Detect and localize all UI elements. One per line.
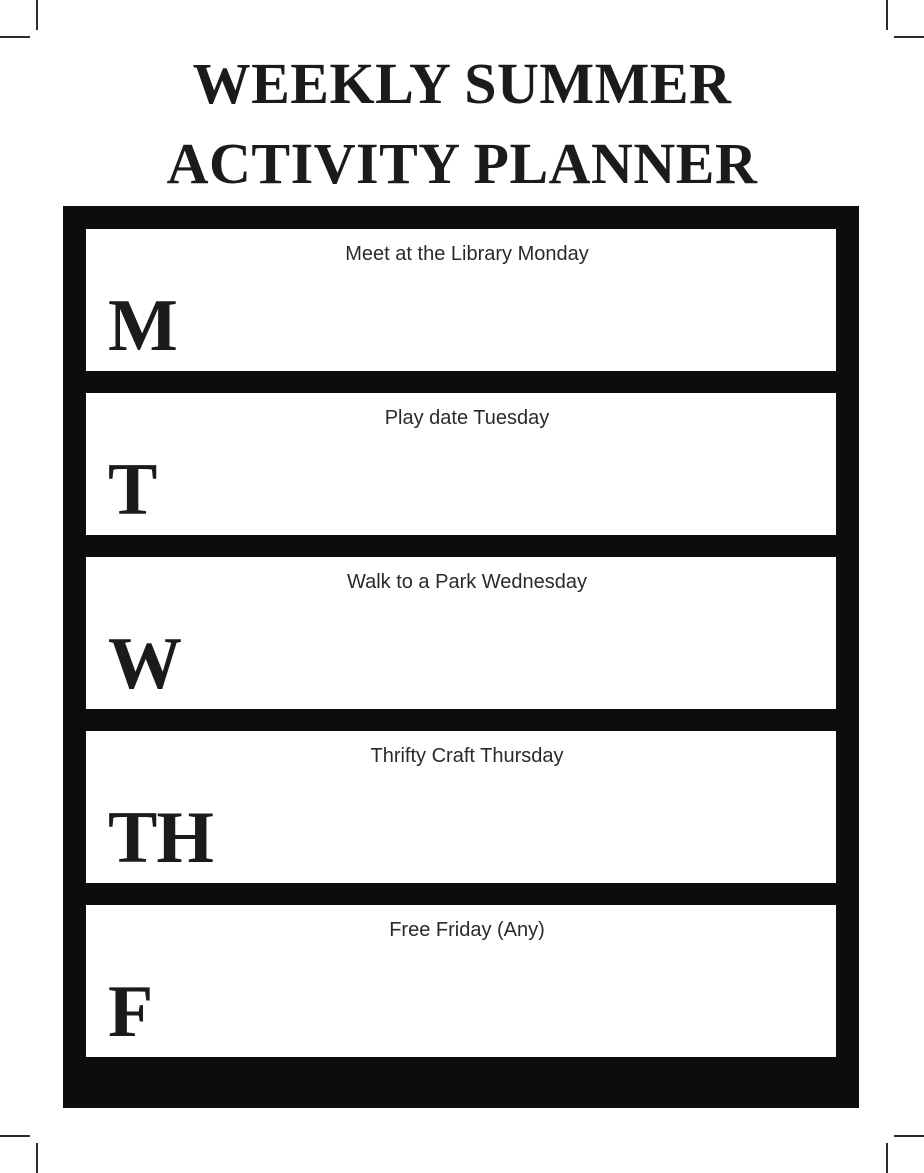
crop-mark-top-right-horizontal: [894, 36, 924, 38]
day-letter: TH: [108, 797, 213, 879]
crop-mark-top-right-vertical: [886, 0, 888, 30]
day-row: [86, 905, 836, 1057]
planner-frame: [63, 206, 859, 1108]
day-task: Free Friday (Any): [389, 919, 545, 941]
crop-mark-bottom-left-horizontal: [0, 1135, 30, 1137]
day-letter: M: [108, 285, 177, 367]
day-row: [86, 229, 836, 371]
day-row: [86, 393, 836, 535]
day-task: Thrifty Craft Thursday: [370, 745, 564, 767]
page-title: WEEKLY SUMMER ACTIVITY PLANNER: [166, 51, 758, 196]
day-task: Walk to a Park Wednesday: [346, 571, 588, 593]
crop-mark-top-left-vertical: [36, 0, 38, 30]
day-letter: F: [108, 971, 153, 1053]
crop-mark-bottom-left-vertical: [36, 1143, 38, 1173]
crop-mark-top-left-horizontal: [0, 36, 30, 38]
day-row: [86, 731, 836, 883]
day-row: [86, 557, 836, 709]
crop-mark-bottom-right-horizontal: [894, 1135, 924, 1137]
day-task: Play date Tuesday: [384, 407, 550, 429]
day-letter: T: [108, 449, 157, 531]
day-task: Meet at the Library Monday: [345, 243, 589, 265]
crop-mark-bottom-right-vertical: [886, 1143, 888, 1173]
day-letter: W: [108, 623, 181, 705]
